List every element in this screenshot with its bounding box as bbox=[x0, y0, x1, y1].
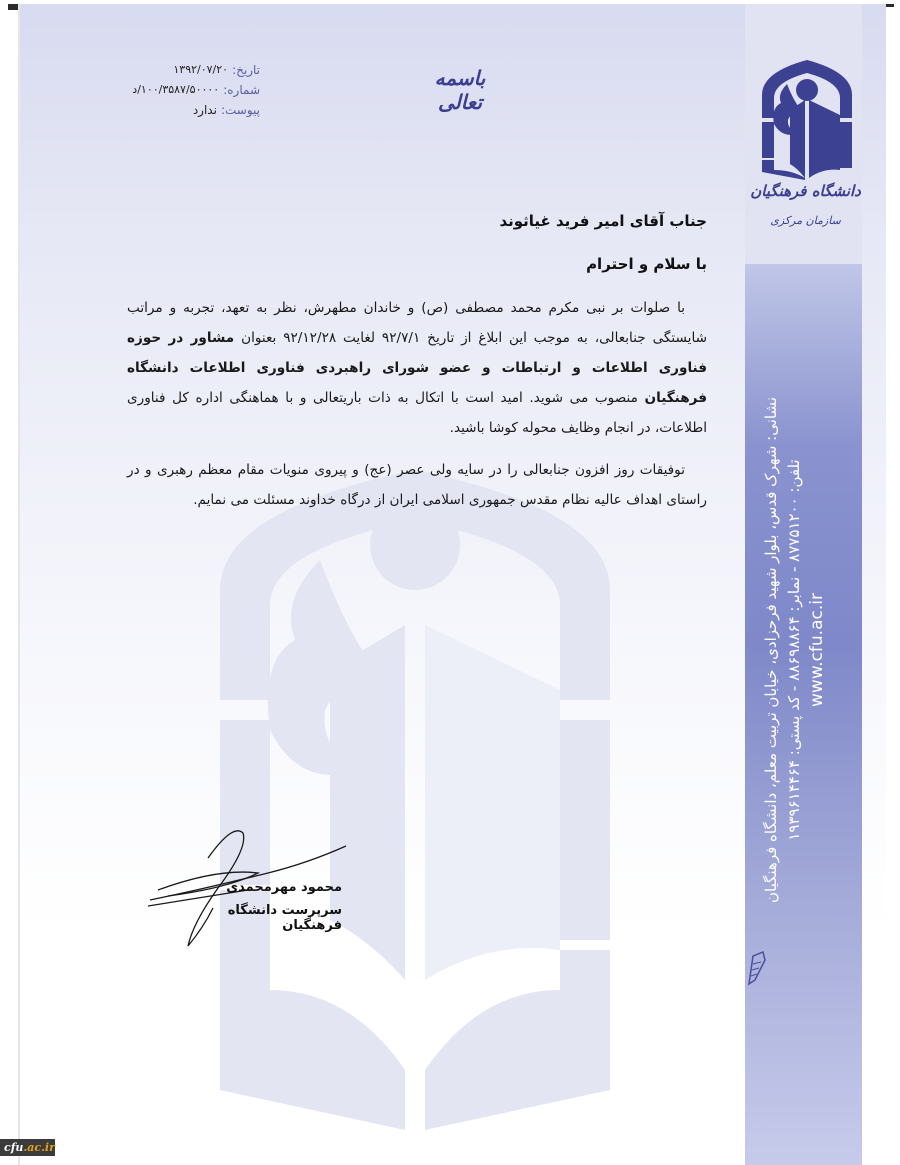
number-value: ۱۰۰/۳۵۸۷/۵۰۰۰۰/د bbox=[132, 83, 220, 96]
letter-page bbox=[18, 4, 886, 1165]
signer-name: محمود مهرمحمدی bbox=[226, 880, 342, 895]
body-paragraph-1: با صلوات بر نبی مکرم محمد مصطفی (ص) و خاندان مطهرش، نظر به تعهد، تجربه و مراتب شایستگی جنابعالی، به موجب این ابلاغ از تاریخ ۹۲/۷/۱ لغایت ۹۲/۱۲/۲۸ بعنوان مشاور در حوزه فناوری اطلاعات و ارتباطات و عضو شورای راهبردی فناوری اطلاعات دانشگاه فرهنگیان منصوب می شوید. امید است با اتکال به ذات باریتعالی و با هماهنگی اداره کل فناوری اطلاعات، در انجام وظایف محوله کوشا باشید. bbox=[127, 300, 707, 436]
recipient-line: جناب آقای امیر فرید غیاثوند bbox=[499, 212, 707, 230]
letter-body bbox=[127, 293, 707, 527]
pen-nib-icon bbox=[745, 950, 769, 986]
scan-corner-mark bbox=[886, 4, 894, 7]
appointment-title: مشاور در حوزه فناوری اطلاعات و ارتباطات و عضو شورای راهبردی فناوری اطلاعات دانشگاه فرهنگیان bbox=[127, 330, 707, 406]
page-edge bbox=[18, 4, 20, 1165]
meta-date: تاریخ: ۱۳۹۲/۰۷/۲۰ bbox=[100, 60, 260, 80]
org-unit: سازمان مرکزی bbox=[770, 214, 841, 227]
site-watermark-badge: cfu.ac.ir bbox=[0, 1139, 55, 1156]
watermark-logo-icon bbox=[200, 470, 630, 1130]
meta-attachment: پیوست: ندارد bbox=[100, 100, 260, 120]
scan-corner-mark bbox=[8, 4, 18, 10]
university-logo-icon bbox=[757, 60, 857, 180]
attachment-value: ندارد bbox=[192, 103, 217, 117]
website-link[interactable]: www.cfu.ac.ir bbox=[807, 593, 827, 707]
address-line: نشانی: شهرک قدس، بلوار شهید فرحزادی، خیابان تربیت معلم، دانشگاه فرهنگیان bbox=[762, 397, 780, 903]
salutation-line: با سلام و احترام bbox=[586, 255, 707, 273]
letter-meta bbox=[100, 60, 260, 120]
contact-line: تلفن: ۸۷۷۵۱۲۰۰ - نمابر: ۸۸۶۹۸۸۶۴ - کد پستی: ۱۹۳۹۶۱۴۴۶۴ bbox=[785, 459, 803, 841]
invocation-heading: باسمه تعالی bbox=[434, 66, 486, 114]
date-value: ۱۳۹۲/۰۷/۲۰ bbox=[173, 63, 229, 76]
org-name: دانشگاه فرهنگیان bbox=[750, 182, 861, 200]
signer-title: سرپرست دانشگاه فرهنگیان bbox=[227, 903, 342, 933]
meta-number: شماره: ۱۰۰/۳۵۸۷/۵۰۰۰۰/د bbox=[100, 80, 260, 100]
body-paragraph-2: توفیقات روز افزون جنابعالی را در سایه ولی عصر (عج) و پیروی منویات مقام معظم رهبری و در راستای اهداف عالیه نظام مقدس جمهوری اسلامی ایران از درگاه خداوند مسئلت می نمایم. bbox=[127, 462, 707, 508]
